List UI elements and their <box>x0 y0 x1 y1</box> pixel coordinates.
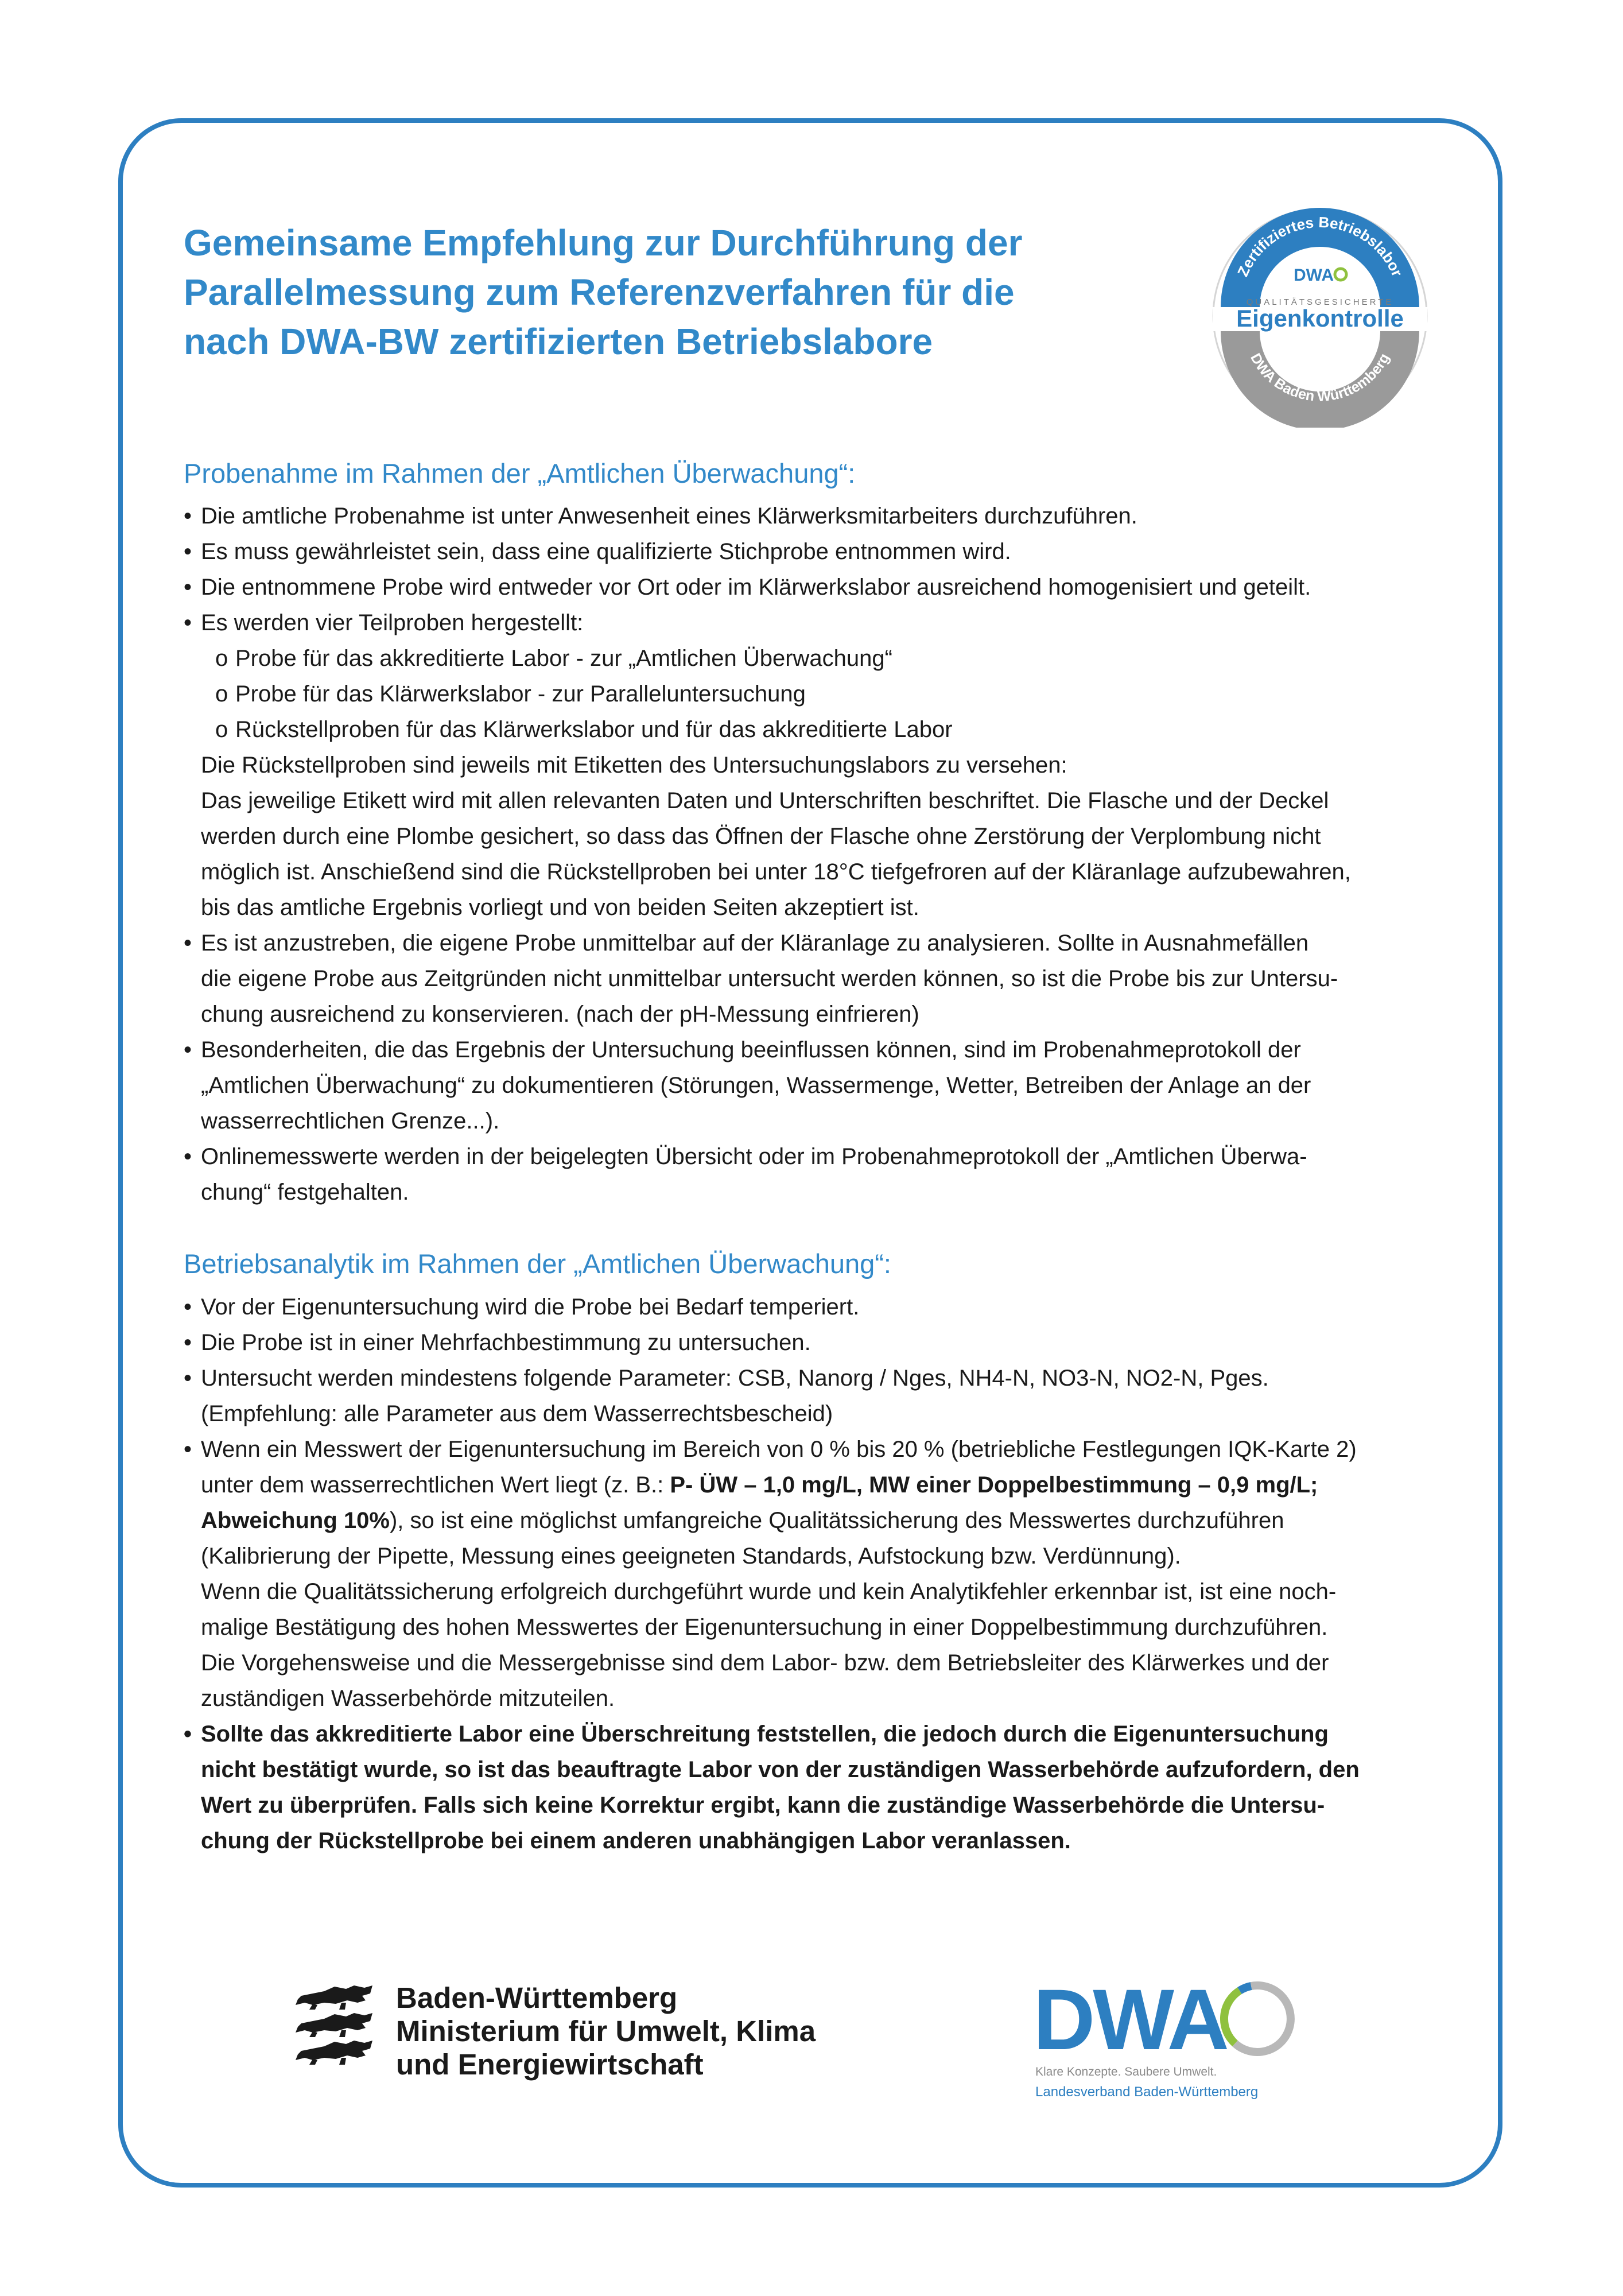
text-line: Wert zu überprüfen. Falls sich keine Korrektur ergibt, kann die zuständige Wasserbehörde die Untersu- <box>201 1793 1325 1818</box>
ministry-line: und Energiewirtschaft <box>396 2048 704 2081</box>
dwa-ring-icon <box>1224 1985 1291 2052</box>
sub-list-item: o Probe für das akkreditierte Labor - zur „Amtlichen Überwachung“ <box>184 641 1475 676</box>
dwa-wordmark: DWA <box>1033 1971 1227 2068</box>
text-line: nicht bestätigt wurde, so ist das beauftragte Labor von der zuständigen Wasserbehörde aufzufordern, den <box>201 1757 1360 1782</box>
text-line: „Amtlichen Überwachung“ zu dokumentieren (Störungen, Wassermenge, Wetter, Betreiben der Anlage an der <box>201 1073 1311 1098</box>
ministry-line: Ministerium für Umwelt, Klima <box>396 2015 816 2047</box>
list-item: • Es ist anzustreben, die eigene Probe unmittelbar auf der Kläranlage zu analysieren. Sollte in Ausnahmefällen <box>184 925 1475 961</box>
text-line: Die Rückstellproben sind jeweils mit Etiketten des Untersuchungslabors zu versehen: <box>201 753 1067 778</box>
seal-bottom-arc-text: DWA Baden Württemberg <box>1247 350 1393 405</box>
text-line <box>184 1467 1475 1503</box>
list-item: • Onlinemesswerte werden in der beigelegten Übersicht oder im Probenahmeprotokoll der „Amtlichen Überwa- <box>184 1139 1475 1174</box>
seal-main-text: Eigenkontrolle <box>1236 305 1404 332</box>
lion-icon <box>296 2041 372 2065</box>
text-line: möglich ist. Anschießend sind die Rückstellproben bei unter 18°C tiefgefroren auf der Kläranlage aufzubewahren, <box>201 859 1351 885</box>
text-line: malige Bestätigung des hohen Messwertes der Eigenuntersuchung in einer Doppelbestimmung durchzuführen. <box>201 1615 1328 1640</box>
section-body-probenahme <box>184 498 1475 1210</box>
title-line: Parallelmessung zum Referenzverfahren für die <box>184 272 1015 313</box>
text-line: chung“ festgehalten. <box>201 1180 409 1205</box>
title-line: nach DWA-BW zertifizierten Betriebslabore <box>184 321 933 362</box>
text-line: zuständigen Wasserbehörde mitzuteilen. <box>201 1686 615 1711</box>
list-item: • Es werden vier Teilproben hergestellt: <box>184 605 1475 641</box>
text-line: die eigene Probe aus Zeitgründen nicht unmittelbar untersucht werden können, so ist die Probe bis zur Untersu- <box>201 966 1338 991</box>
section-heading-betriebsanalytik: Betriebsanalytik im Rahmen der „Amtlichen Überwachung“: <box>184 1248 891 1279</box>
dwa-logo <box>1033 1963 1309 2104</box>
text-line: Das jeweilige Etikett wird mit allen relevanten Daten und Unterschriften beschriftet. Die Flasche und der Deckel <box>201 788 1329 813</box>
text-span: unter dem wasserrechtlichen Wert liegt (z. B.: <box>201 1472 670 1498</box>
text-line: wasserrechtlichen Grenze...). <box>201 1108 500 1134</box>
section-body-betriebsanalytik <box>184 1289 1475 1859</box>
list-item: • Die entnommene Probe wird entweder vor Ort oder im Klärwerkslabor ausreichend homogenisiert und geteilt. <box>184 569 1475 605</box>
list-item: • Die Probe ist in einer Mehrfachbestimmung zu untersuchen. <box>184 1325 1475 1360</box>
lion-icon <box>296 1985 372 2010</box>
text-line <box>184 1503 1475 1538</box>
text-line: Wenn die Qualitätssicherung erfolgreich durchgeführt wurde und kein Analytikfehler erkennbar ist, ist eine noch- <box>201 1579 1337 1604</box>
seal-brand: DWA <box>1294 266 1334 285</box>
list-item: • Vor der Eigenuntersuchung wird die Probe bei Bedarf temperiert. <box>184 1289 1475 1325</box>
text-line: Die Vorgehensweise und die Messergebnisse sind dem Labor- bzw. dem Betriebsleiter des Klärwerkes und der <box>201 1650 1329 1676</box>
dwa-region: Landesverband Baden-Württemberg <box>1035 2084 1259 2100</box>
text-line: bis das amtliche Ergebnis vorliegt und von beiden Seiten akzeptiert ist. <box>201 895 919 920</box>
bold-example-value: Abweichung 10% <box>201 1508 390 1533</box>
sub-list-item: o Probe für das Klärwerkslabor - zur Paralleluntersuchung <box>184 676 1475 712</box>
sub-list-item: o Rückstellproben für das Klärwerkslabor und für das akkreditierte Labor <box>184 712 1475 747</box>
list-item: • Die amtliche Probenahme ist unter Anwesenheit eines Klärwerksmitarbeiters durchzuführen. <box>184 498 1475 534</box>
text-line: chung der Rückstellprobe bei einem anderen unabhängigen Labor veranlassen. <box>201 1828 1071 1853</box>
dwa-tagline: Klare Konzepte. Saubere Umwelt. <box>1035 2065 1217 2078</box>
text-line: werden durch eine Plombe gesichert, so dass das Öffnen der Flasche ohne Zerstörung der Verplombung nicht <box>201 824 1321 849</box>
bold-example-value: P- ÜW – 1,0 mg/L, MW einer Doppelbestimmung – 0,9 mg/L; <box>670 1472 1318 1498</box>
seal-top-arc-text: Zertifiziertes Betriebslabor <box>1234 213 1407 280</box>
list-item: • Sollte das akkreditierte Labor eine Überschreitung feststellen, die jedoch durch die Eigenuntersuchung <box>184 1716 1475 1752</box>
eigenkontrolle-seal <box>1208 204 1432 428</box>
baden-wuerttemberg-lions-icon <box>290 1983 382 2069</box>
ministry-line: Baden-Württemberg <box>396 1981 678 2014</box>
list-item: • Untersucht werden mindestens folgende Parameter: CSB, Nanorg / Nges, NH4-N, NO3-N, NO2-N, Pges. <box>184 1360 1475 1396</box>
seal-small-text: QUALITÄTSGESICHERTE <box>1246 297 1394 307</box>
list-item: • Besonderheiten, die das Ergebnis der Untersuchung beeinflussen können, sind im Probenahmeprotokoll der <box>184 1032 1475 1068</box>
text-span: ), so ist eine möglichst umfangreiche Qualitätssicherung des Messwertes durchzuführen <box>389 1508 1284 1533</box>
text-line: chung ausreichend zu konservieren. (nach der pH-Messung einfrieren) <box>201 1002 919 1027</box>
text-line: (Empfehlung: alle Parameter aus dem Wasserrechtsbescheid) <box>201 1401 833 1426</box>
ministry-logo-text <box>396 1981 816 2081</box>
list-item: • Es muss gewährleistet sein, dass eine qualifizierte Stichprobe entnommen wird. <box>184 534 1475 569</box>
list-item: • Wenn ein Messwert der Eigenuntersuchung im Bereich von 0 % bis 20 % (betriebliche Festlegungen IQK-Karte 2) <box>184 1432 1475 1467</box>
lion-icon <box>296 2013 372 2037</box>
section-heading-probenahme: Probenahme im Rahmen der „Amtlichen Überwachung“: <box>184 458 856 488</box>
text-line: (Kalibrierung der Pipette, Messung eines geeigneten Standards, Aufstockung bzw. Verdünnung). <box>201 1543 1181 1569</box>
title-line: Gemeinsame Empfehlung zur Durchführung der <box>184 222 1023 263</box>
document-title <box>184 218 1194 366</box>
